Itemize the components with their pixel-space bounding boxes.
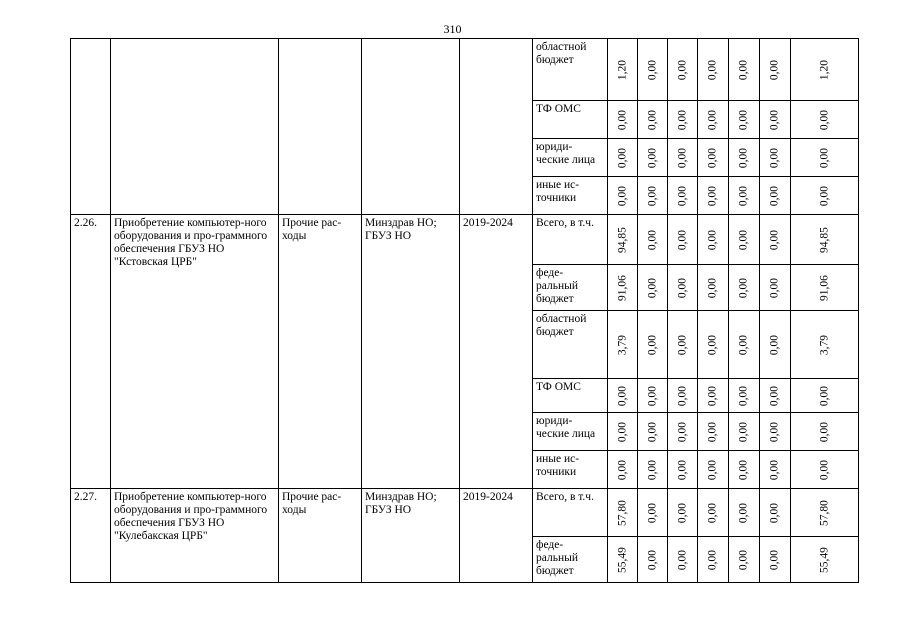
amount-value: 0,00: [768, 147, 781, 168]
amount-value: 0,00: [676, 59, 688, 80]
amount-value: 0,00: [706, 229, 719, 250]
year-value-cell: [638, 101, 668, 139]
year-value-cell: [638, 379, 668, 413]
amount-value: 0,00: [737, 502, 750, 523]
amount-value: 0,00: [768, 277, 781, 298]
amount-value: 0,00: [706, 549, 719, 570]
amount-value: 0,00: [768, 185, 781, 206]
executor-cell: [362, 39, 460, 215]
year-value-cell: [638, 39, 668, 101]
year-value-cell: [608, 265, 638, 311]
amount-value: 0,00: [676, 334, 688, 355]
amount-value: 1,20: [818, 59, 830, 80]
amount-value: 0,00: [646, 334, 658, 355]
amount-value: 94,85: [616, 226, 628, 253]
page-number: 310: [443, 22, 462, 36]
year-value-cell: [698, 177, 729, 215]
year-value-cell: [729, 379, 760, 413]
year-value-cell: [638, 451, 668, 489]
amount-value: 0,00: [768, 502, 781, 523]
amount-value: 0,00: [818, 147, 830, 168]
period-cell: 2019-2024: [460, 489, 533, 583]
year-value-cell: [668, 451, 698, 489]
year-value-cell: [638, 265, 668, 311]
year-value-cell: [729, 265, 760, 311]
year-value-cell: [729, 311, 760, 379]
year-value-cell: [698, 101, 729, 139]
amount-value: 1,20: [616, 59, 628, 80]
year-value-cell: [668, 265, 698, 311]
year-value-cell: [608, 489, 638, 537]
year-value-cell: [668, 489, 698, 537]
expense-type-cell: Прочие рас-ходы: [279, 215, 362, 489]
total-value-cell: [791, 451, 859, 489]
amount-value: 0,00: [818, 185, 830, 206]
amount-value: 0,00: [616, 109, 628, 130]
measure-name-cell: Приобретение компьютер-ного оборудования и про-граммного обеспечения ГБУЗ НО "Кулебакская ЦРБ": [111, 489, 279, 583]
amount-value: 0,00: [676, 421, 688, 442]
year-value-cell: [698, 311, 729, 379]
year-value-cell: [760, 311, 791, 379]
year-value-cell: [698, 265, 729, 311]
year-value-cell: [608, 537, 638, 583]
amount-value: 0,00: [706, 502, 719, 523]
amount-value: 57,80: [818, 499, 830, 526]
year-value-cell: [729, 139, 760, 177]
amount-value: 0,00: [818, 109, 830, 130]
amount-value: 0,00: [768, 59, 781, 80]
amount-value: 0,00: [737, 109, 750, 130]
funding-source-cell: юриди-ческие лица: [533, 413, 608, 451]
amount-value: 0,00: [768, 421, 781, 442]
amount-value: 55,49: [616, 546, 628, 573]
year-value-cell: [668, 139, 698, 177]
amount-value: 3,79: [616, 334, 628, 355]
year-value-cell: [608, 215, 638, 265]
year-value-cell: [608, 177, 638, 215]
amount-value: 55,49: [818, 546, 830, 573]
year-value-cell: [760, 489, 791, 537]
total-value-cell: [791, 537, 859, 583]
year-value-cell: [729, 537, 760, 583]
year-value-cell: [608, 311, 638, 379]
funding-source-cell: иные ис-точники: [533, 177, 608, 215]
amount-value: 0,00: [737, 421, 750, 442]
amount-value: 0,00: [768, 334, 781, 355]
amount-value: 0,00: [737, 229, 750, 250]
year-value-cell: [729, 413, 760, 451]
year-value-cell: [698, 413, 729, 451]
amount-value: 0,00: [737, 459, 750, 480]
amount-value: 0,00: [676, 549, 688, 570]
year-value-cell: [729, 451, 760, 489]
year-value-cell: [638, 139, 668, 177]
amount-value: 0,00: [676, 277, 688, 298]
amount-value: 0,00: [676, 185, 688, 206]
amount-value: 0,00: [676, 502, 688, 523]
amount-value: 0,00: [676, 385, 688, 406]
amount-value: 0,00: [737, 147, 750, 168]
amount-value: 0,00: [737, 334, 750, 355]
funding-source-cell: феде-ральный бюджет: [533, 265, 608, 311]
amount-value: 0,00: [646, 185, 658, 206]
amount-value: 57,80: [616, 499, 628, 526]
year-value-cell: [729, 489, 760, 537]
year-value-cell: [729, 39, 760, 101]
amount-value: 0,00: [676, 109, 688, 130]
amount-value: 0,00: [737, 549, 750, 570]
year-value-cell: [608, 451, 638, 489]
row-number-cell: 2.27.: [71, 489, 111, 583]
year-value-cell: [608, 139, 638, 177]
amount-value: 0,00: [646, 59, 658, 80]
amount-value: 0,00: [706, 59, 719, 80]
amount-value: 0,00: [818, 421, 830, 442]
amount-value: 0,00: [706, 109, 719, 130]
executor-cell: Минздрав НО; ГБУЗ НО: [362, 489, 460, 583]
amount-value: 0,00: [616, 421, 628, 442]
amount-value: 0,00: [646, 459, 658, 480]
amount-value: 0,00: [616, 459, 628, 480]
total-value-cell: [791, 265, 859, 311]
measure-name-cell: [111, 39, 279, 215]
amount-value: 0,00: [737, 277, 750, 298]
year-value-cell: [698, 537, 729, 583]
row-number-cell: 2.26.: [71, 215, 111, 489]
amount-value: 0,00: [676, 147, 688, 168]
amount-value: 91,06: [818, 274, 830, 301]
year-value-cell: [698, 139, 729, 177]
funding-source-cell: областной бюджет: [533, 311, 608, 379]
amount-value: 0,00: [768, 385, 781, 406]
year-value-cell: [698, 215, 729, 265]
funding-source-cell: Всего, в т.ч.: [533, 489, 608, 537]
funding-source-cell: ТФ ОМС: [533, 379, 608, 413]
amount-value: 0,00: [646, 421, 658, 442]
year-value-cell: [760, 379, 791, 413]
year-value-cell: [668, 39, 698, 101]
amount-value: 0,00: [737, 185, 750, 206]
measure-name-cell: Приобретение компьютер-ного оборудования и про-граммного обеспечения ГБУЗ НО "Кстовская ЦРБ": [111, 215, 279, 489]
year-value-cell: [668, 413, 698, 451]
total-value-cell: [791, 413, 859, 451]
amount-value: 0,00: [706, 459, 719, 480]
executor-cell: Минздрав НО; ГБУЗ НО: [362, 215, 460, 489]
year-value-cell: [668, 537, 698, 583]
funding-source-cell: областной бюджет: [533, 39, 608, 101]
year-value-cell: [638, 177, 668, 215]
total-value-cell: [791, 39, 859, 101]
year-value-cell: [760, 265, 791, 311]
row-number-cell: [71, 39, 111, 215]
amount-value: 0,00: [818, 385, 830, 406]
year-value-cell: [698, 379, 729, 413]
expense-type-cell: Прочие рас-ходы: [279, 489, 362, 583]
year-value-cell: [638, 215, 668, 265]
year-value-cell: [760, 537, 791, 583]
total-value-cell: [791, 311, 859, 379]
total-value-cell: [791, 139, 859, 177]
amount-value: 0,00: [706, 385, 719, 406]
year-value-cell: [608, 101, 638, 139]
year-value-cell: [760, 451, 791, 489]
amount-value: 0,00: [676, 459, 688, 480]
amount-value: 0,00: [768, 459, 781, 480]
total-value-cell: [791, 215, 859, 265]
table-row: [71, 489, 859, 537]
year-value-cell: [668, 101, 698, 139]
total-value-cell: [791, 379, 859, 413]
year-value-cell: [638, 413, 668, 451]
year-value-cell: [760, 101, 791, 139]
amount-value: 0,00: [646, 229, 658, 250]
funding-source-cell: Всего, в т.ч.: [533, 215, 608, 265]
year-value-cell: [668, 311, 698, 379]
year-value-cell: [729, 101, 760, 139]
amount-value: 0,00: [706, 185, 719, 206]
year-value-cell: [668, 215, 698, 265]
year-value-cell: [760, 39, 791, 101]
period-cell: 2019-2024: [460, 215, 533, 489]
total-value-cell: [791, 101, 859, 139]
total-value-cell: [791, 489, 859, 537]
amount-value: 0,00: [646, 109, 658, 130]
amount-value: 0,00: [616, 147, 628, 168]
amount-value: 0,00: [646, 147, 658, 168]
year-value-cell: [638, 489, 668, 537]
amount-value: 0,00: [706, 147, 719, 168]
year-value-cell: [638, 537, 668, 583]
period-cell: [460, 39, 533, 215]
year-value-cell: [668, 177, 698, 215]
amount-value: 0,00: [768, 109, 781, 130]
amount-value: 0,00: [646, 502, 658, 523]
funding-source-cell: иные ис-точники: [533, 451, 608, 489]
amount-value: 0,00: [818, 459, 830, 480]
year-value-cell: [638, 311, 668, 379]
amount-value: 0,00: [646, 549, 658, 570]
amount-value: 0,00: [676, 229, 688, 250]
total-value-cell: [791, 177, 859, 215]
year-value-cell: [760, 215, 791, 265]
amount-value: 0,00: [737, 59, 750, 80]
funding-source-cell: феде-ральный бюджет: [533, 537, 608, 583]
year-value-cell: [698, 39, 729, 101]
year-value-cell: [608, 39, 638, 101]
amount-value: 0,00: [646, 277, 658, 298]
amount-value: 0,00: [616, 185, 628, 206]
year-value-cell: [760, 139, 791, 177]
expense-type-cell: [279, 39, 362, 215]
amount-value: 0,00: [706, 334, 719, 355]
table-row: [71, 215, 859, 265]
year-value-cell: [698, 489, 729, 537]
budget-table: [70, 38, 859, 583]
amount-value: 94,85: [818, 226, 830, 253]
year-value-cell: [760, 413, 791, 451]
year-value-cell: [729, 177, 760, 215]
year-value-cell: [729, 215, 760, 265]
year-value-cell: [608, 413, 638, 451]
amount-value: 0,00: [737, 385, 750, 406]
year-value-cell: [760, 177, 791, 215]
funding-source-cell: юриди-ческие лица: [533, 139, 608, 177]
year-value-cell: [608, 379, 638, 413]
year-value-cell: [698, 451, 729, 489]
table-row: [71, 39, 859, 101]
amount-value: 0,00: [768, 549, 781, 570]
amount-value: 0,00: [646, 385, 658, 406]
amount-value: 91,06: [616, 274, 628, 301]
year-value-cell: [668, 379, 698, 413]
amount-value: 0,00: [768, 229, 781, 250]
amount-value: 0,00: [706, 421, 719, 442]
funding-source-cell: ТФ ОМС: [533, 101, 608, 139]
amount-value: 3,79: [818, 334, 830, 355]
amount-value: 0,00: [616, 385, 628, 406]
amount-value: 0,00: [706, 277, 719, 298]
